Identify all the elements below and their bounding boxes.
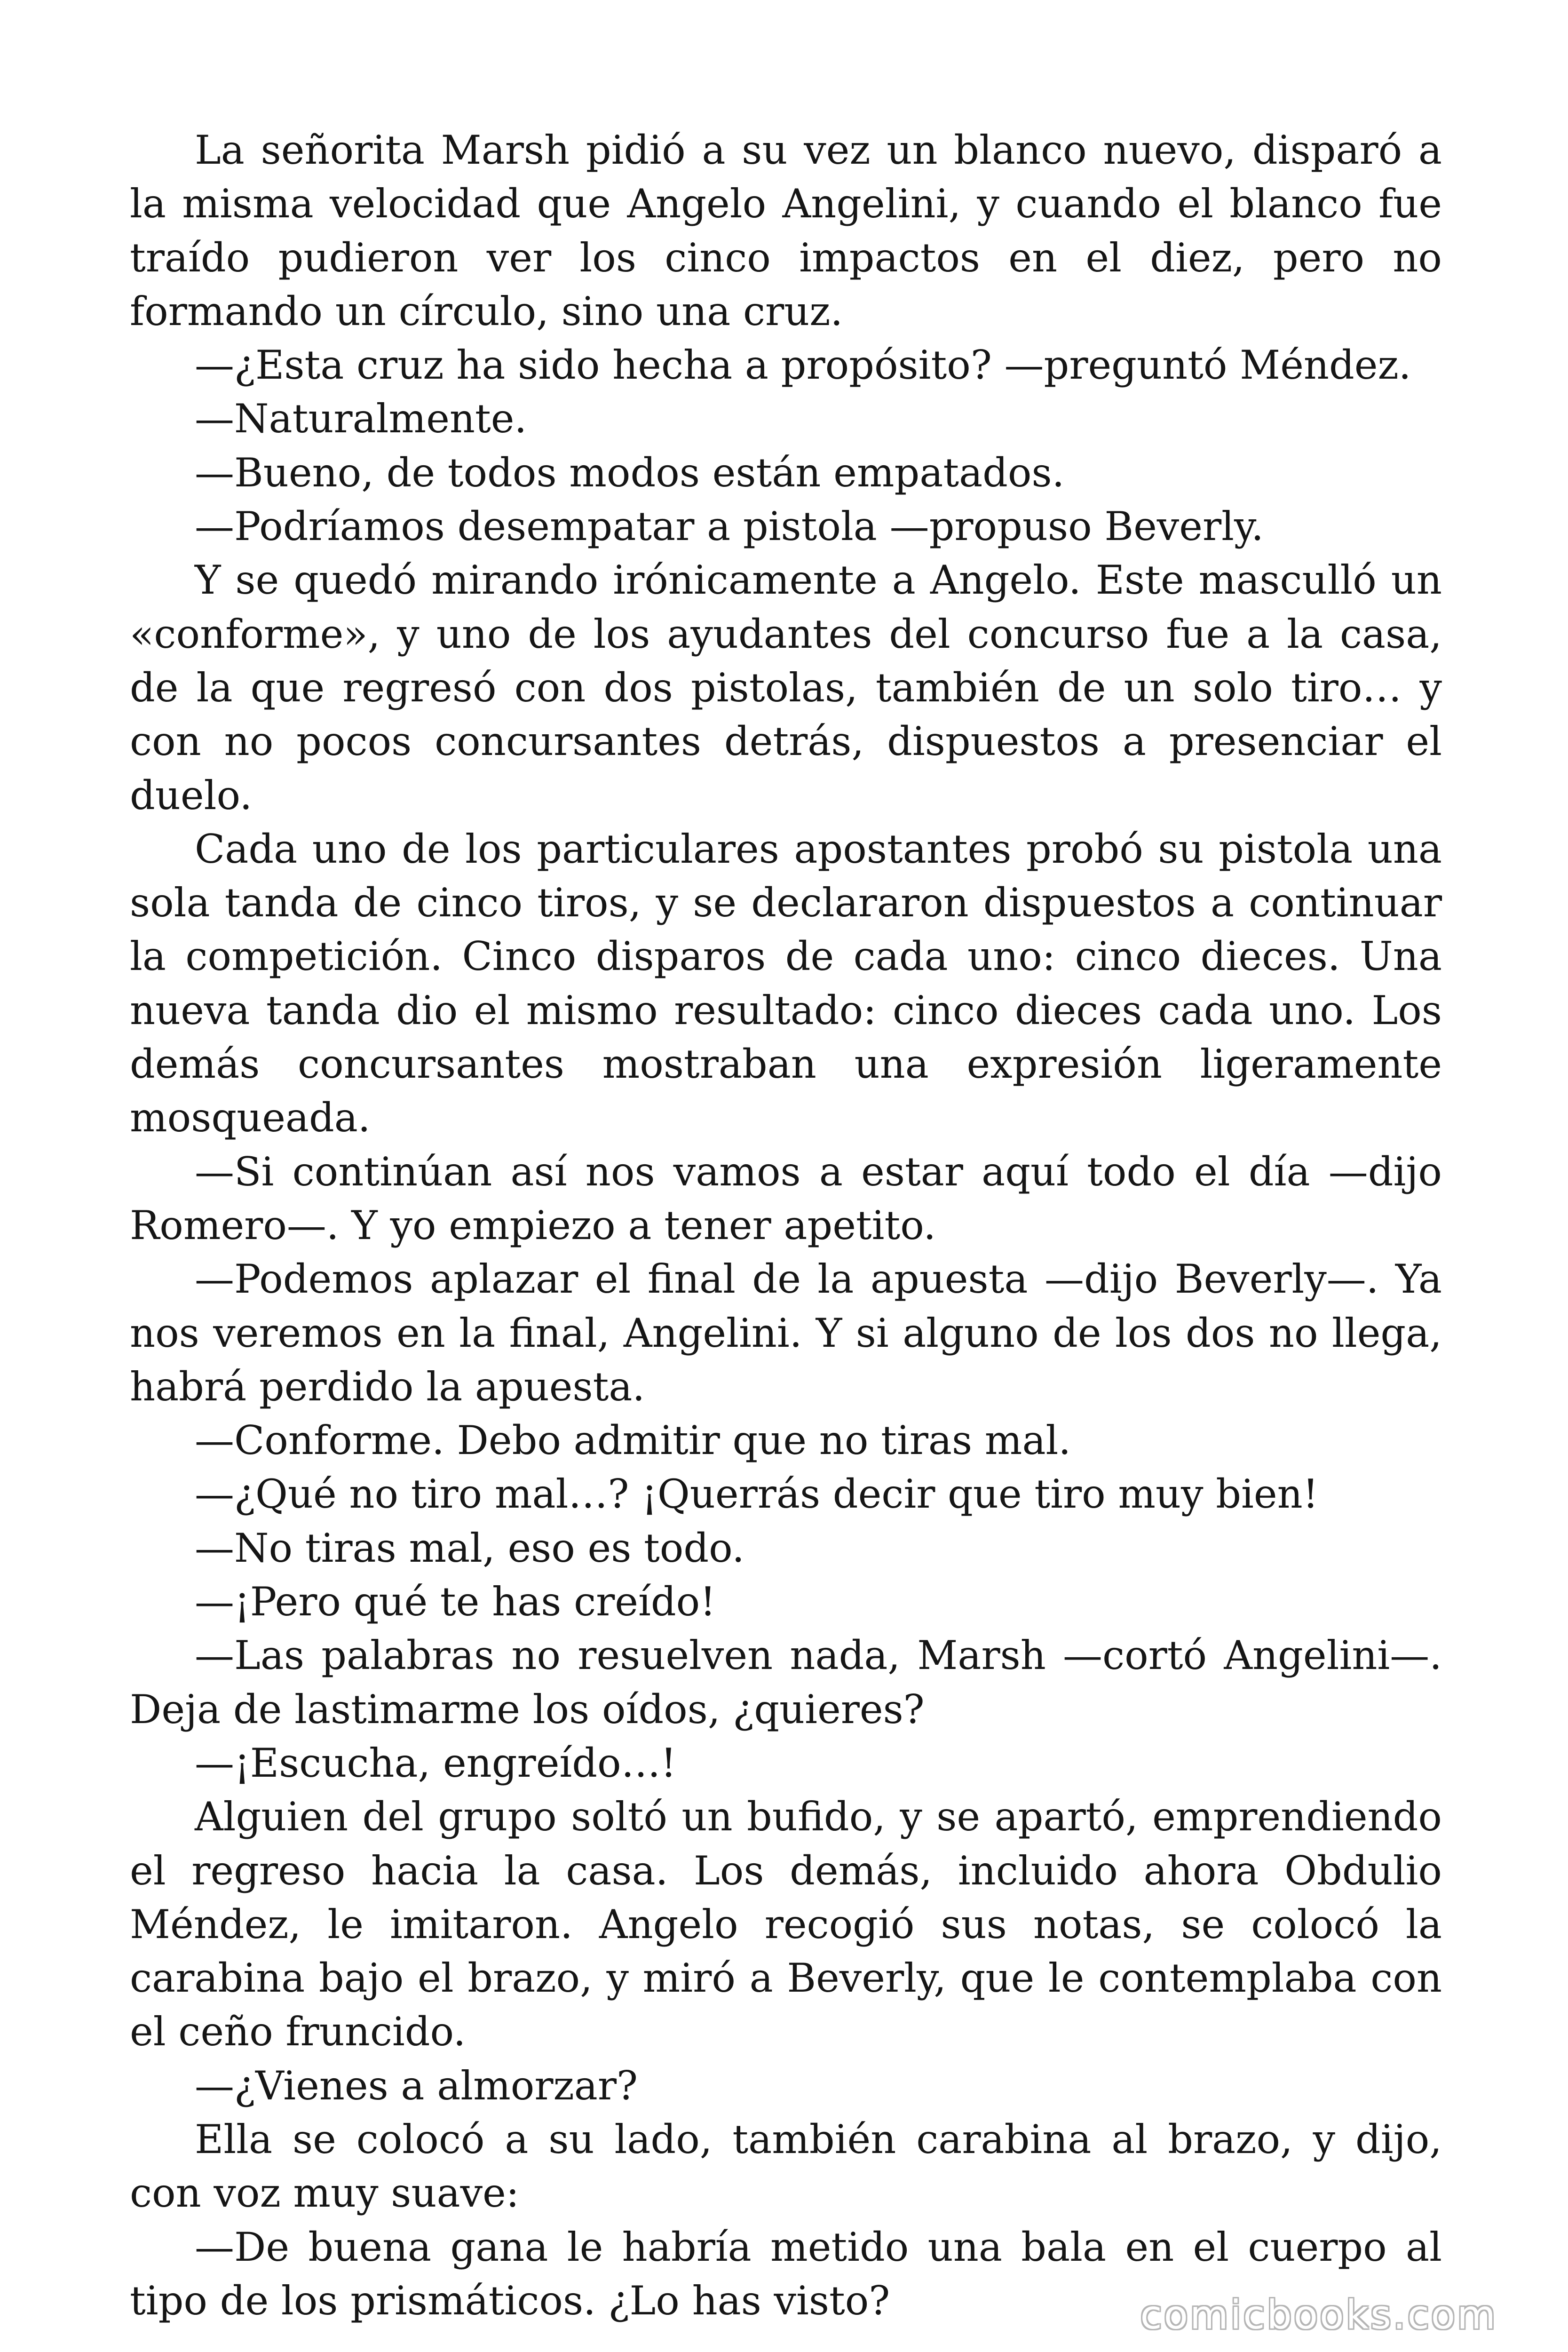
paragraph: La señorita Marsh pidió a su vez un blanco nuevo, disparó a la misma velocidad que Angelo Angelini, y cuando el blanco fue traído pudieron ver los cinco impactos en el diez, pero no formando un círculo, sino una cruz. (130, 127, 1442, 334)
dialogue-line: —Naturalmente. (195, 396, 527, 442)
paragraph: Y se quedó mirando irónicamente a Angelo. Este masculló un «conforme», y uno de los ayudantes del concurso fue a la casa, de la que regresó con dos pistolas, también de un solo tiro… y con no pocos concursantes detrás, dispuestos a presenciar el duelo. (130, 557, 1442, 818)
paragraph: Cada uno de los particulares apostantes probó su pistola una sola tanda de cinco tiros, y se declararon dispuestos a continuar la competición. Cinco disparos de cada uno: cinco dieces. Una nueva tanda dio el mismo resultado: cinco dieces cada uno. Los demás concursantes mostraban una expresión ligeramente mosqueada. (130, 826, 1442, 1141)
dialogue-line: —Podemos aplazar el final de la apuesta —dijo Beverly—. Ya nos veremos en la final, Angelini. Y si alguno de los dos no llega, habrá perdido la apuesta. (130, 1256, 1442, 1410)
dialogue-line: —¡Escucha, engreído…! (195, 1740, 677, 1786)
paragraph: Alguien del grupo soltó un bufido, y se apartó, emprendiendo el regreso hacia la casa. Los demás, incluido ahora Obdulio Méndez, le imitaron. Angelo recogió sus notas, se colocó la carabina bajo el brazo, y miró a Beverly, que le contemplaba con el ceño fruncido. (130, 1794, 1442, 2055)
dialogue-line: —¿Esta cruz ha sido hecha a propósito? —preguntó Méndez. (195, 342, 1411, 389)
dialogue-line: —Podríamos desempatar a pistola —propuso Beverly. (195, 503, 1264, 550)
dialogue-line: —Conforme. Debo admitir que no tiras mal. (195, 1417, 1071, 1464)
page-body-text (130, 123, 1442, 2328)
dialogue-line: —Bueno, de todos modos están empatados. (195, 449, 1065, 496)
dialogue-line: —¡Pero qué te has creído! (195, 1579, 716, 1625)
dialogue-line: —Si continúan así nos vamos a estar aquí todo el día —dijo Romero—. Y yo empiezo a tener apetito. (130, 1148, 1442, 1248)
dialogue-line: —Las palabras no resuelven nada, Marsh —cortó Angelini—. Deja de lastimarme los oídos, ¿quieres? (130, 1632, 1442, 1732)
dialogue-line: —No tiras mal, eso es todo. (195, 1525, 744, 1571)
dialogue-line: —¿Vienes a almorzar? (195, 2062, 638, 2109)
watermark: comicbooks.com (1140, 2292, 1497, 2338)
dialogue-line: —¿Qué no tiro mal…? ¡Querrás decir que tiro muy bien! (195, 1471, 1319, 1518)
paragraph: Ella se colocó a su lado, también carabina al brazo, y dijo, con voz muy suave: (130, 2116, 1442, 2217)
dialogue-line: —De buena gana le habría metido una bala en el cuerpo al tipo de los prismáticos. ¿Lo has visto? (130, 2224, 1442, 2324)
